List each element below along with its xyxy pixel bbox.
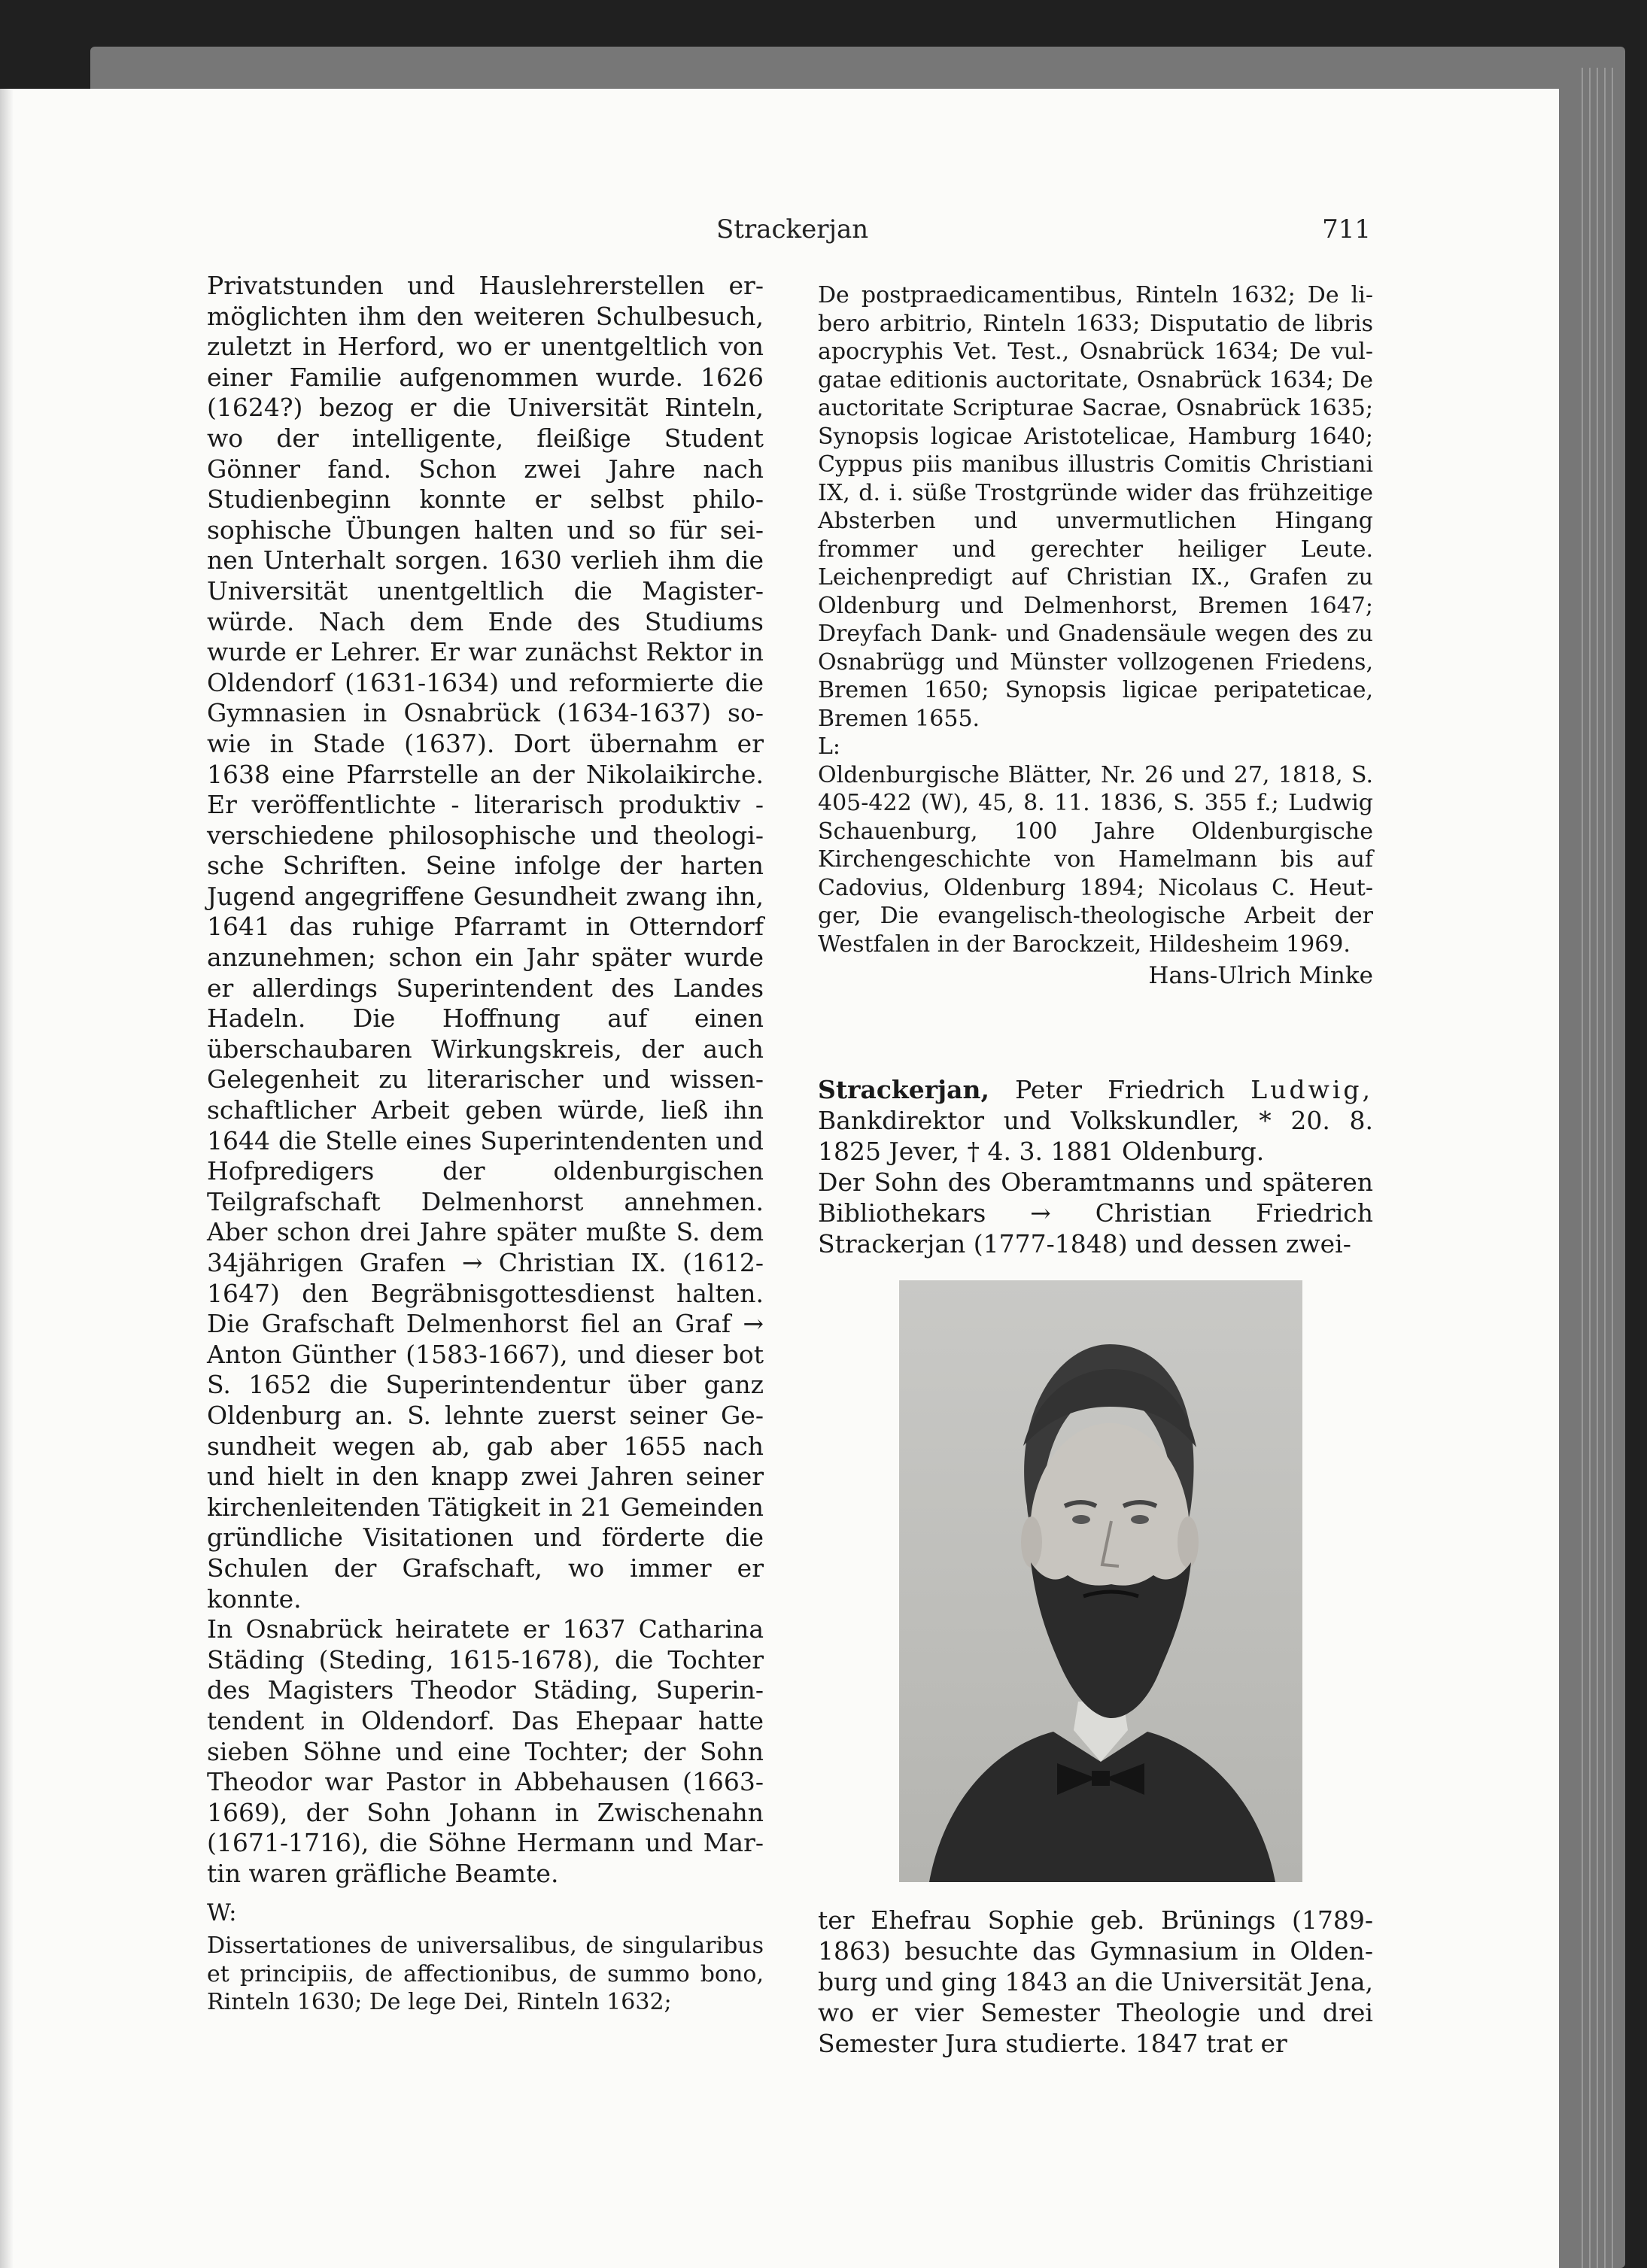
entry-heading	[818, 1074, 1373, 1167]
page-edge	[1597, 68, 1598, 2268]
author-signature: Hans-Ulrich Minke	[1148, 962, 1373, 989]
portrait-figure	[899, 1280, 1302, 1882]
page-edge	[1612, 68, 1613, 2268]
works-list-continued: De postpraedicamentibus, Rinteln 1632; De libero arbitrio, Rinteln 1633; Disputatio de libris apocryphis Vet. Test., Osnabrück 1634; De vulgatae editionis auctoritate, Osnabrück 1634; De auctoritate Scripturae Sacrae, Osnabrück 1635; Synopsis logicae Aristotelicae, Hamburg 1640; Cyppus piis manibus illustris Comitis Christiani IX, d. i. süße Trostgründe wider das frühzeitige Absterben und unvermutlichen Hingang frommer und gerechter heiliger Leute. Leichenpredigt auf Christian IX., Grafen zu Oldenburg und Delmenhorst, Bremen 1647; Dreyfach Dank- und Gnadensäule wegen des zu Osnabrügg und Münster vollzogenen Friedens, Bremen 1650; Synopsis ligicae peripateticae, Bremen 1655.	[818, 282, 1373, 732]
page-edge	[1589, 68, 1591, 2268]
running-title: Strackerjan	[716, 214, 869, 244]
entry-surname: Strackerjan,	[818, 1075, 989, 1104]
works-label: W:	[207, 1899, 237, 1927]
works-list: Dissertationes de universalibus, de singularibus et principiis, de affectionibus, de summo bono, Rinteln 1630; De lege Dei, Rinteln 1632;	[207, 1933, 764, 2016]
portrait-photo	[899, 1280, 1302, 1882]
family-paragraph: In Osnabrück heiratete er 1637 Catharina Städing (Steding, 1615-1678), die Tochter des Magisters Theodor Städing, Superintendent in Oldendorf. Das Ehepaar hatte sieben Söhne und eine Tochter; der Sohn Theodor war Pastor in Abbehausen (1663-1669), der Sohn Johann in Zwischenahn (1671-1716), die Söhne Hermann und Martin waren gräfliche Beamte.	[207, 1614, 764, 1888]
entry-paragraph: Der Sohn des Oberamtmanns und späteren Bibliothekars → Christian Friedrich Strackerjan (1777-1848) und dessen zwei-	[818, 1167, 1373, 1258]
entry-description: Bankdirektor und Volkskundler, * 20. 8. 1825 Jever, † 4. 3. 1881 Oldenburg.	[818, 1106, 1373, 1166]
page-edge	[1604, 68, 1606, 2268]
entry-callname: Ludwig,	[1250, 1075, 1373, 1104]
literature-list: Oldenburgische Blätter, Nr. 26 und 27, 1818, S. 405-422 (W), 45, 8. 11. 1836, S. 355 f.; Ludwig Schauenburg, 100 Jahre Oldenburgische Kirchengeschichte von Hamelmann bis auf Cadovius, Oldenburg 1894; Nicolaus C. Heutger, Die evangelisch-theologische Arbeit der Westfalen in der Barockzeit, Hildesheim 1969.	[818, 761, 1373, 958]
entry-given-names: Peter Friedrich	[1015, 1075, 1226, 1104]
page-number: 711	[1322, 214, 1371, 244]
left-column	[207, 271, 764, 2017]
right-column	[818, 281, 1373, 2059]
literature-label: L:	[818, 733, 841, 760]
running-head	[205, 214, 1371, 252]
page-edge	[1582, 68, 1583, 2268]
page-gutter	[0, 89, 14, 2268]
entry-paragraph-continued: ter Ehefrau Sophie geb. Brünings (1789-1863) besuchte das Gymnasium in Oldenburg und ging 1843 an die Universität Jena, wo er vier Semester Theologie und drei Semester Jura studierte. 1847 trat er	[818, 1905, 1373, 2058]
biography-paragraph: Privatstunden und Hauslehrerstellen ermöglichten ihm den weiteren Schulbesuch, zuletzt in Herford, wo er unentgeltlich von einer Familie aufgenommen wurde. 1626 (1624?) bezog er die Universität Rinteln, wo der intelligente, fleißige Student Gönner fand. Schon zwei Jahre nach Studienbeginn konnte er selbst philosophische Übungen halten und so für seinen Unterhalt sorgen. 1630 verlieh ihm die Universität unentgeltlich die Magisterwürde. Nach dem Ende des Studiums wurde er Lehrer. Er war zunächst Rektor in Oldendorf (1631-1634) und reformierte die Gymnasien in Osnabrück (1634-1637) sowie in Stade (1637). Dort übernahm er 1638 eine Pfarrstelle an der Nikolaikirche. Er veröffentlichte - literarisch produktiv - verschiedene philosophische und theologische Schriften. Seine infolge der harten Jugend angegriffene Gesundheit zwang ihn, 1641 das ruhige Pfarramt in Otterndorf anzunehmen; schon ein Jahr später wurde er allerdings Superintendent des Landes Hadeln. Die Hoffnung auf einen überschaubaren Wirkungskreis, der auch Gelegenheit zu literarischer und wissenschaftlicher Arbeit geben würde, ließ ihn 1644 die Stelle eines Superintendenten und Hofpredigers der oldenburgischen Teilgrafschaft Delmenhorst annehmen. Aber schon drei Jahre später mußte S. dem 34jährigen Grafen → Christian IX. (1612-1647) den Begräbnisgottesdienst halten. Die Grafschaft Delmenhorst fiel an Graf → Anton Günther (1583-1667), und dieser bot S. 1652 die Superintendentur über ganz Oldenburg an. S. lehnte zuerst seiner Gesundheit wegen ab, gab aber 1655 nach und hielt in den knapp zwei Jahren seiner kirchenleitenden Tätigkeit in 21 Gemeinden gründliche Visitationen und förderte die Schulen der Grafschaft, wo immer er konnte.	[207, 271, 764, 1614]
